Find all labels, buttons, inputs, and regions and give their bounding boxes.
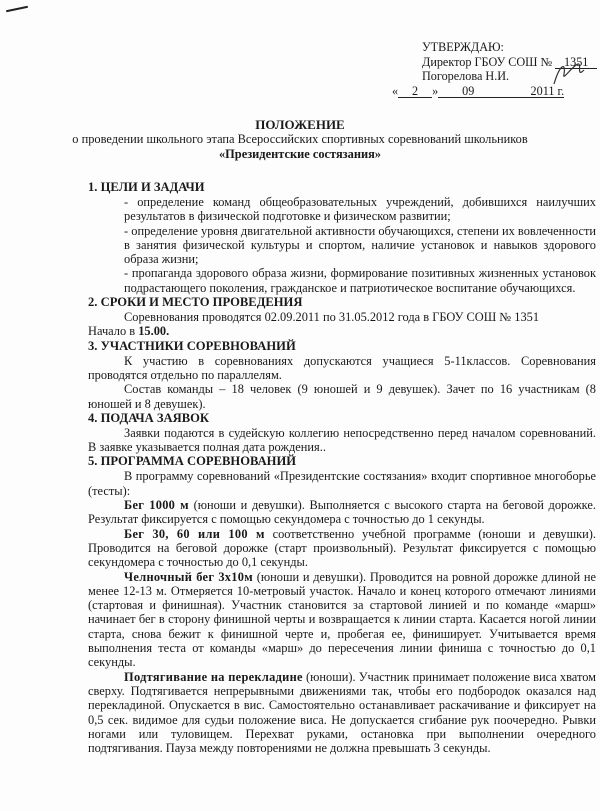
dates-paragraph: Соревнования проводятся 02.09.2011 по 31.05.2012 года в ГБОУ СОШ № 1351 <box>124 310 540 325</box>
title-event-name: «Президентские состязания» <box>218 146 382 161</box>
goal-item-2: - определение уровня двигательной активности обучающихся, степени их вовлеченности в занятия физической культуры и спортом, наличие установок и навыков здорового образа жизни; <box>124 223 596 267</box>
section-2-heading: 2. СРОКИ И МЕСТО ПРОВЕДЕНИЯ <box>88 295 303 310</box>
scan-artifact-mark <box>6 6 28 13</box>
document-body <box>88 180 596 755</box>
date-day: 2 <box>398 85 432 98</box>
applications-paragraph: Заявки подаются в судейскую коллегию непосредственно перед началом соревнований. В заявке указывается полная дата рождения.. <box>88 425 596 455</box>
approval-date: « 2 » 09 2011 г. <box>392 83 565 98</box>
date-year: 2011 г. <box>498 85 564 98</box>
participants-paragraph: К участию в соревнованиях допускаются учащиеся 5-11классов. Соревнования проводятся отдельно по параллелям. <box>88 353 596 382</box>
section-1-heading: 1. ЦЕЛИ И ЗАДАЧИ <box>88 180 205 194</box>
approval-name: Погорелова Н.И. <box>422 69 510 83</box>
shuttle-run-paragraph: Челночный бег 3х10м (юноши и девушки). Проводится на ровной дорожке длиной не менее 12-13 м. Отмеряется 10-метровый участок. Начало и конец которого отмечают линиями (стартовая и финишная). Участник становится за стартовой линией и по команде «марш» начинает бег в сторону финишной черты и возвращается к линии старта. Касается ногой линии старта, снова бежит к финишной черте и, пробегая ее, финиширует. Учитывается время выполнения теста от команды «марш» до пересечения линии финиша с точностью до 0,1 секунды. <box>88 569 596 670</box>
team-composition-paragraph: Состав команды – 18 человек (9 юношей и 9 девушек). Зачет по 16 участникам (8 юношей и 8 девушек). <box>88 382 596 411</box>
approval-block <box>392 40 598 98</box>
sprint-title: Бег 30, 60 или 100 м <box>124 526 265 541</box>
pullup-paragraph: Подтягивание на перекладине (юноши). Участник принимает положение виса хватом сверху. Подтягивается непрерывными движениями так, чтобы его подбородок оказался над перекладиной. Опускается в вис. Самостоятельно останавливает раскачивание и фиксирует на 0,5 сек. видимое для судьи положение виса. Не допускается сгибание рук поочередно. Рывки ногами или туловищем. Перехват руками, остановка при выполнении очередного подтягивания. Пауза между повторениями не должна превышать 3 секунды. <box>88 669 597 756</box>
title-main: ПОЛОЖЕНИЕ <box>255 117 345 132</box>
signature <box>552 60 586 86</box>
start-time-paragraph: Начало в 15.00. <box>88 324 170 339</box>
date-month: 09 <box>438 85 498 98</box>
section-5-heading: 5. ПРОГРАММА СОРЕВНОВАНИЙ <box>88 454 297 469</box>
pullup-title: Подтягивание на перекладине <box>124 669 303 684</box>
sprint-paragraph: Бег 30, 60 или 100 м соответственно учебной программе (юноши и девушки). Проводится на беговой дорожке (старт произвольный). Результат фиксируется с помощью секундомера с точностью до 0,1 секунды. <box>88 526 596 570</box>
document-title <box>0 117 600 161</box>
program-intro: В программу соревнований «Президентские состязания» входит спортивное многоборье (тесты): <box>88 469 596 498</box>
run-1000-title: Бег 1000 м <box>124 498 189 513</box>
run-1000-paragraph: Бег 1000 м (юноши и девушки). Выполняется с высокого старта на беговой дорожке. Результат фиксируется с помощью секундомера с точностью до 1 секунды. <box>88 498 596 527</box>
start-time: 15.00. <box>138 324 170 339</box>
section-3-heading: 3. УЧАСТНИКИ СОРЕВНОВАНИЙ <box>88 338 296 353</box>
goal-item-1: - определение команд общеобразовательных учреждений, добившихся наилучших результатов в физической подготовке и физическом развитии; <box>124 195 596 224</box>
school-number: 1351 <box>555 56 597 69</box>
approval-director: Директор ГБОУ СОШ № 1351 <box>392 55 598 70</box>
shuttle-run-title: Челночный бег 3х10м <box>124 569 254 584</box>
goal-item-3: - пропаганда здорового образа жизни, формирование позитивных жизненных установок подрастающего поколения, гражданское и патриотическое воспитание обучающихся. <box>124 266 596 295</box>
section-4-heading: 4. ПОДАЧА ЗАЯВОК <box>88 410 210 425</box>
title-subtitle: о проведении школьного этапа Всероссийских спортивных соревнований школьников <box>72 132 528 146</box>
approval-heading: УТВЕРЖДАЮ: <box>422 40 504 54</box>
